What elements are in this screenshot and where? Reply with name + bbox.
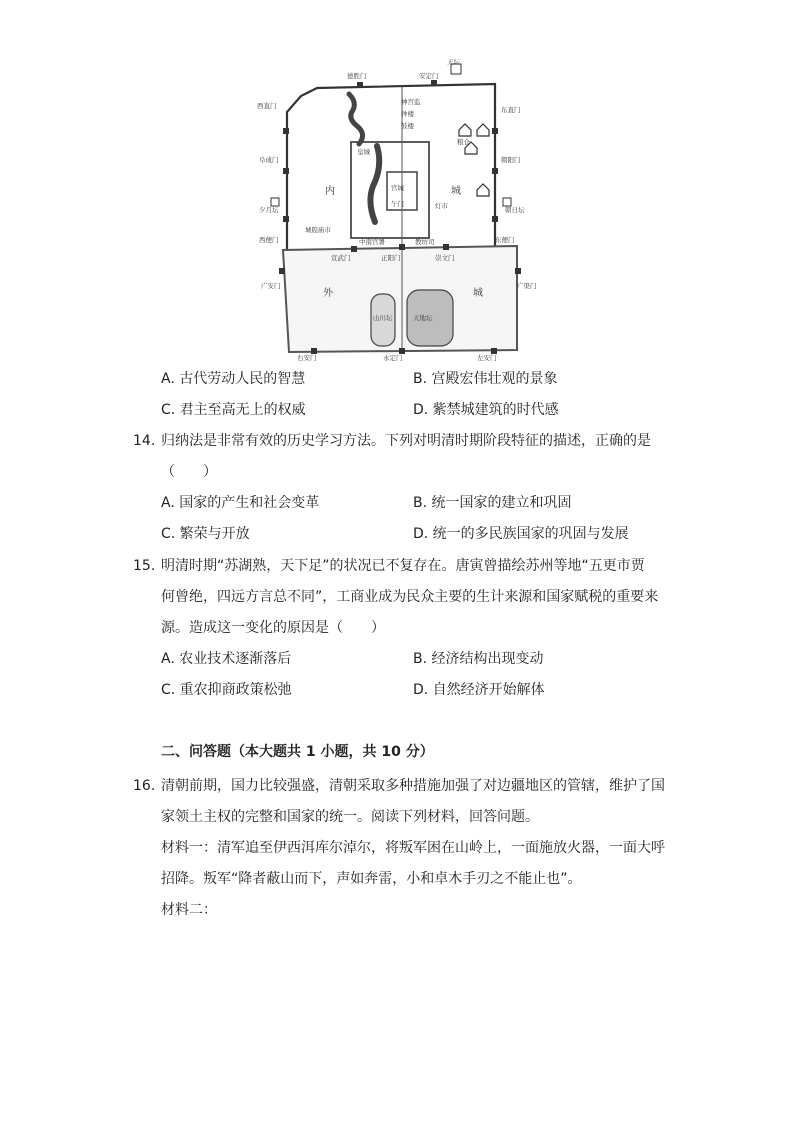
section-2-title: 二、问答题（本大题共 1 小题，共 10 分） xyxy=(161,744,434,760)
map-svg xyxy=(255,58,541,364)
label-ritan: 朝日坛 xyxy=(505,206,525,214)
q14-option-c[interactable]: C. 繁荣与开放 xyxy=(161,526,250,542)
label-chenghuangmiao: 城隍庙市 xyxy=(305,226,331,234)
material-1-line1: 材料一：清军追至伊西洱库尔淖尔，将叛军困在山岭上，一面施放火器，一面大呼 xyxy=(161,840,665,856)
label-chaoyangmen: 朝阳门 xyxy=(501,156,521,164)
q14-option-a[interactable]: A. 国家的产生和社会变革 xyxy=(161,495,320,511)
label-chongwenmen: 崇文门 xyxy=(435,254,455,262)
label-youanmen: 右安门 xyxy=(297,354,317,362)
question-16 xyxy=(133,771,673,833)
label-xuanwumen: 宣武门 xyxy=(331,254,351,262)
q15-options-row1 xyxy=(161,646,681,672)
question-14-number: 14. xyxy=(133,433,156,449)
question-16-number: 16. xyxy=(133,778,156,794)
label-shanchuan: 山川坛 xyxy=(373,314,393,322)
label-huangcheng: 皇城 xyxy=(357,148,370,156)
q13-option-a[interactable]: A. 古代劳动人民的智慧 xyxy=(161,371,306,387)
q14-option-d[interactable]: D. 统一的多民族国家的巩固与发展 xyxy=(413,526,629,542)
label-zhonglou: 钟楼 xyxy=(401,110,414,118)
label-cang: 粮仓 xyxy=(457,138,470,146)
label-dongbianmen: 东便门 xyxy=(495,236,515,244)
q15-option-b[interactable]: B. 经济结构出现变动 xyxy=(413,651,544,667)
label-xizhimen: 西直门 xyxy=(257,102,277,110)
question-14-stem-line2: （ ） xyxy=(161,464,217,480)
lake-shape xyxy=(349,94,363,144)
question-15-number: 15. xyxy=(133,558,156,574)
label-gongcheng: 宫城 xyxy=(391,184,404,192)
label-gulou: 鼓楼 xyxy=(401,122,414,130)
q14-options-row1 xyxy=(161,490,681,516)
label-waicheng-right: 城 xyxy=(473,288,483,299)
q15-option-d[interactable]: D. 自然经济开始解体 xyxy=(413,682,545,698)
label-xibianmen: 西便门 xyxy=(259,236,279,244)
label-deshengmen: 德胜门 xyxy=(347,72,367,80)
question-16-stem-line2: 家领土主权的完整和国家的统一。阅读下列材料，回答问题。 xyxy=(161,809,539,825)
q15-option-a[interactable]: A. 农业技术逐渐落后 xyxy=(161,651,292,667)
label-neicheng-left: 内 xyxy=(325,186,335,197)
label-zhongmen: 午门 xyxy=(391,200,404,208)
material-2 xyxy=(161,895,673,926)
question-15 xyxy=(133,551,673,644)
label-zuoanmen: 左安门 xyxy=(477,354,497,362)
label-yongdingmen: 永定门 xyxy=(383,354,403,362)
granary-symbols xyxy=(459,124,489,196)
question-14-stem-line1: 归纳法是非常有效的历史学习方法。下列对明清时期阶段特征的描述，正确的是 xyxy=(161,433,651,449)
material-1 xyxy=(161,833,673,895)
question-16-stem-line1: 清朝前期，国力比较强盛，清朝采取多种措施加强了对边疆地区的管辖，维护了国 xyxy=(161,778,665,794)
q13-option-b[interactable]: B. 宫殿宏伟壮观的景象 xyxy=(413,371,558,387)
label-guanganmen: 广安门 xyxy=(261,282,281,290)
q15-options-row2 xyxy=(161,677,681,703)
question-14 xyxy=(133,426,673,488)
material-1-line2: 招降。叛军“降者蔽山而下，声如奔雷，小和卓木手刃之不能止也”。 xyxy=(161,871,582,887)
label-waicheng-left: 外 xyxy=(323,288,333,299)
label-andingmen: 安定门 xyxy=(419,72,439,80)
label-guangqumen: 广渠门 xyxy=(517,282,537,290)
q15-option-c[interactable]: C. 重农抑商政策松弛 xyxy=(161,682,292,698)
label-tiandi: 天地坛 xyxy=(413,314,433,322)
label-neicheng-right: 城 xyxy=(451,186,461,197)
lake-shape-2 xyxy=(370,146,379,222)
label-tiantan: 天坛 xyxy=(447,58,460,66)
label-jiaoshu: 教坊司 xyxy=(415,238,435,246)
question-15-stem-line3: 源。造成这一变化的原因是（ ） xyxy=(161,620,385,636)
question-15-stem-line1: 明清时期“苏湖熟，天下足”的状况已不复存在。唐寅曾描绘苏州等地“五更市贾 xyxy=(161,558,645,574)
label-yuetan: 夕月坛 xyxy=(259,206,279,214)
label-zhengyangmen: 正阳门 xyxy=(381,254,401,262)
beijing-city-map xyxy=(255,58,541,364)
label-dengshi: 灯市 xyxy=(435,202,448,210)
q13-options-row2 xyxy=(161,397,681,423)
material-2-label: 材料二： xyxy=(161,902,217,918)
q14-options-row2 xyxy=(161,521,681,547)
q14-option-b[interactable]: B. 统一国家的建立和巩固 xyxy=(413,495,572,511)
label-dongzhimen: 东直门 xyxy=(501,106,521,114)
label-fuchengmen: 阜成门 xyxy=(259,156,279,164)
question-15-stem-line2: 何曾绝，四远方言总不同”，工商业成为民众主要的生计来源和国家赋税的重要来 xyxy=(161,589,659,605)
label-jingshan: 神宫监 xyxy=(401,98,421,106)
q13-options-row1 xyxy=(161,366,681,392)
q13-option-c[interactable]: C. 君主至高无上的权威 xyxy=(161,402,306,418)
q13-option-d[interactable]: D. 紫禁城建筑的时代感 xyxy=(413,402,559,418)
label-zhonghu: 中南官署 xyxy=(359,238,385,246)
